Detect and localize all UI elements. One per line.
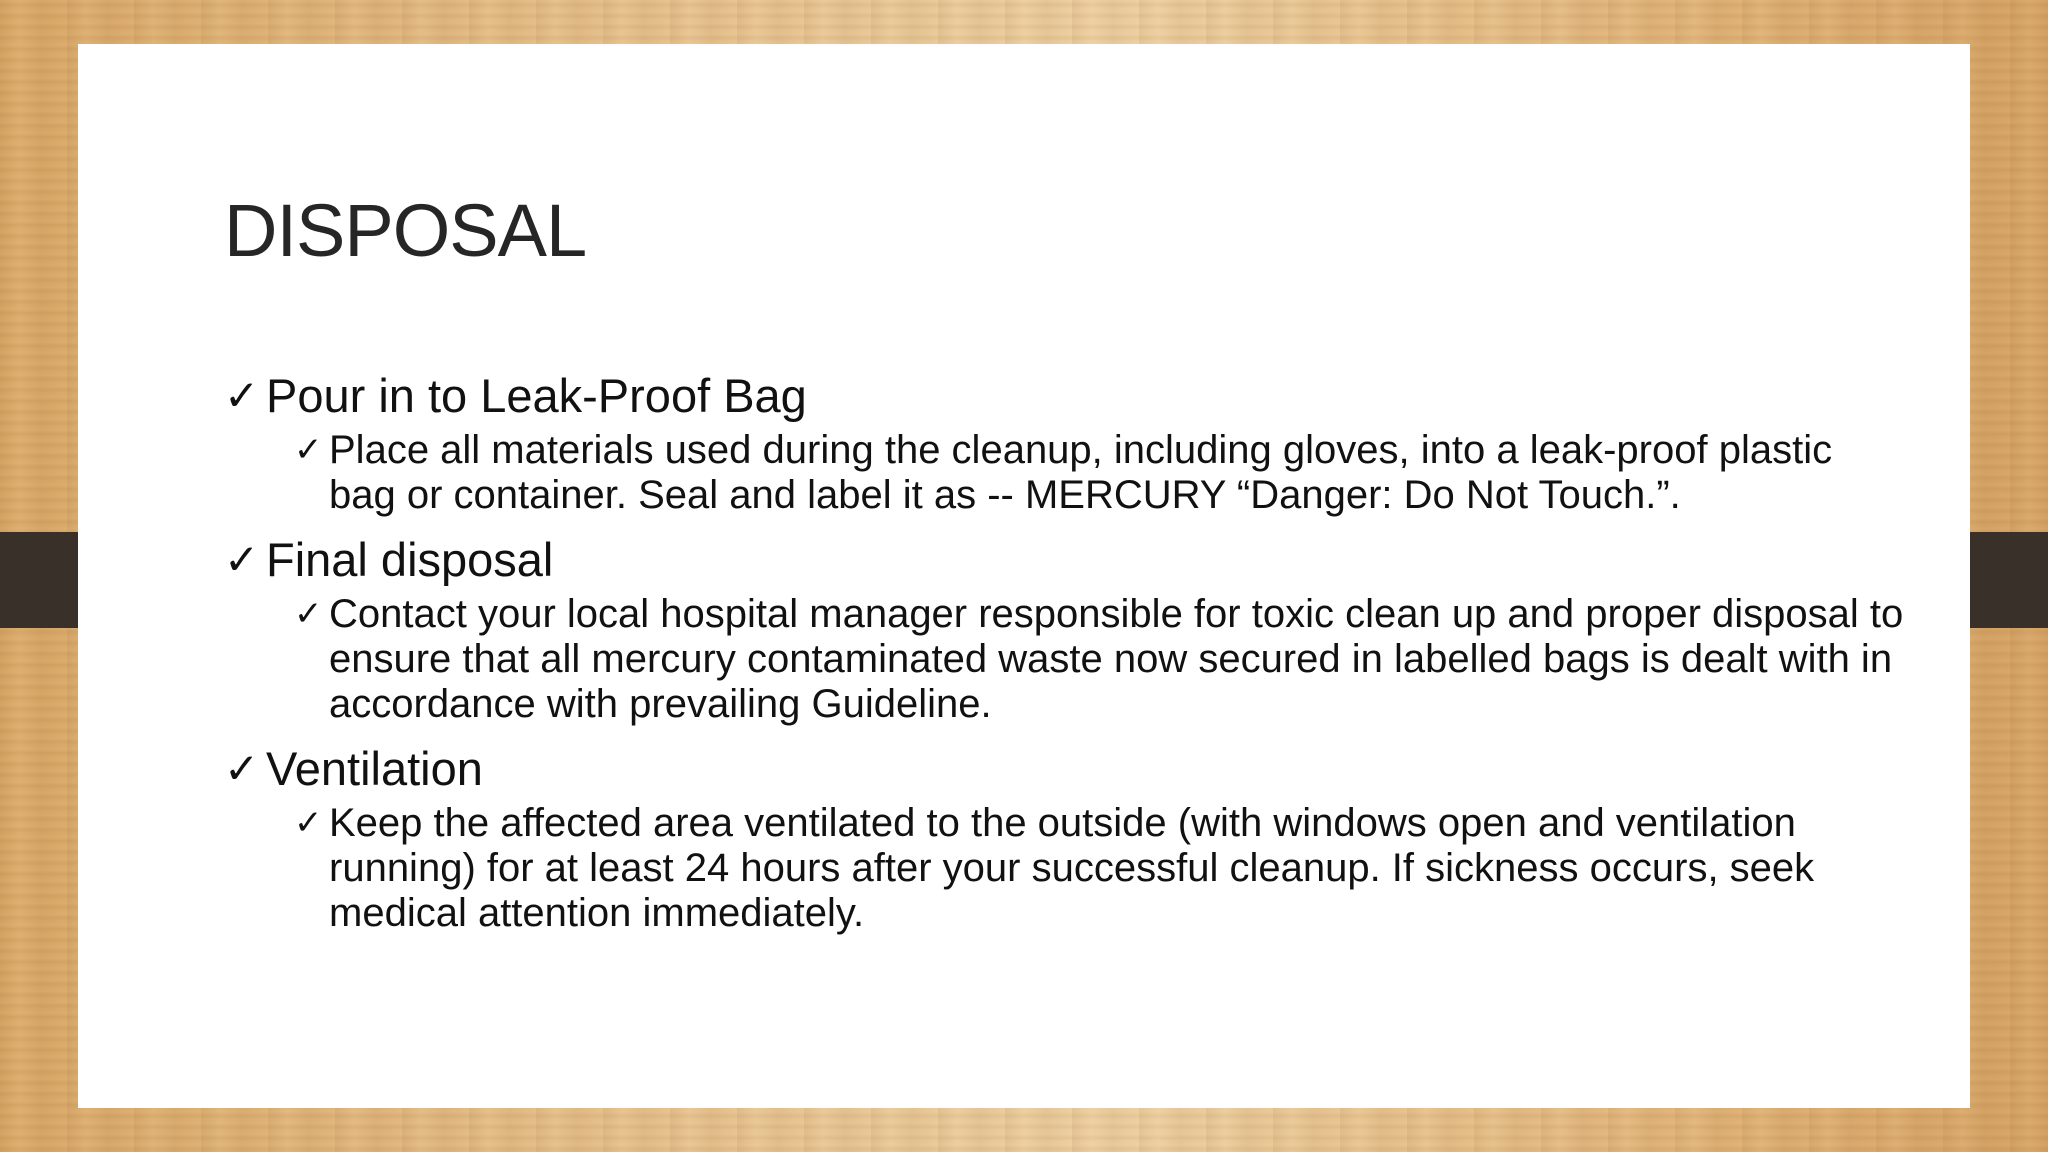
- list-item: [224, 366, 1904, 518]
- bullet-list: [224, 366, 1904, 948]
- bullet-heading: Pour in to Leak-Proof Bag: [266, 369, 807, 422]
- bullet-level-2: [294, 592, 1904, 727]
- bullet-level-1: [224, 739, 1904, 799]
- bullet-heading: Ventilation: [266, 742, 483, 795]
- bullet-heading: Final disposal: [266, 533, 554, 586]
- bullet-detail: Contact your local hospital manager responsible for toxic clean up and proper disposal to ensure that all mercury contaminated waste now secured in labelled bags is dealt with in accordance with prevailing Guideline.: [329, 592, 1904, 726]
- bullet-level-1: [224, 366, 1904, 426]
- bullet-level-1: [224, 530, 1904, 590]
- slide-title: DISPOSAL: [224, 189, 587, 272]
- slide: [78, 44, 1970, 1108]
- checkmark-icon: ✓: [294, 594, 323, 634]
- checkmark-icon: ✓: [224, 371, 260, 420]
- list-item: [224, 530, 1904, 727]
- bullet-level-2: [294, 801, 1904, 936]
- checkmark-icon: ✓: [224, 744, 260, 793]
- bullet-detail: Place all materials used during the cleanup, including gloves, into a leak-proof plastic bag or container. Seal and label it as -- MERCURY “Danger: Do Not Touch.”.: [329, 428, 1833, 517]
- checkmark-icon: ✓: [294, 430, 323, 470]
- list-item: [224, 739, 1904, 936]
- checkmark-icon: ✓: [294, 803, 323, 843]
- bullet-detail: Keep the affected area ventilated to the outside (with windows open and ventilation running) for at least 24 hours after your successful cleanup. If sickness occurs, seek medical attention immediately.: [329, 801, 1815, 935]
- bullet-level-2: [294, 428, 1904, 518]
- checkmark-icon: ✓: [224, 535, 260, 584]
